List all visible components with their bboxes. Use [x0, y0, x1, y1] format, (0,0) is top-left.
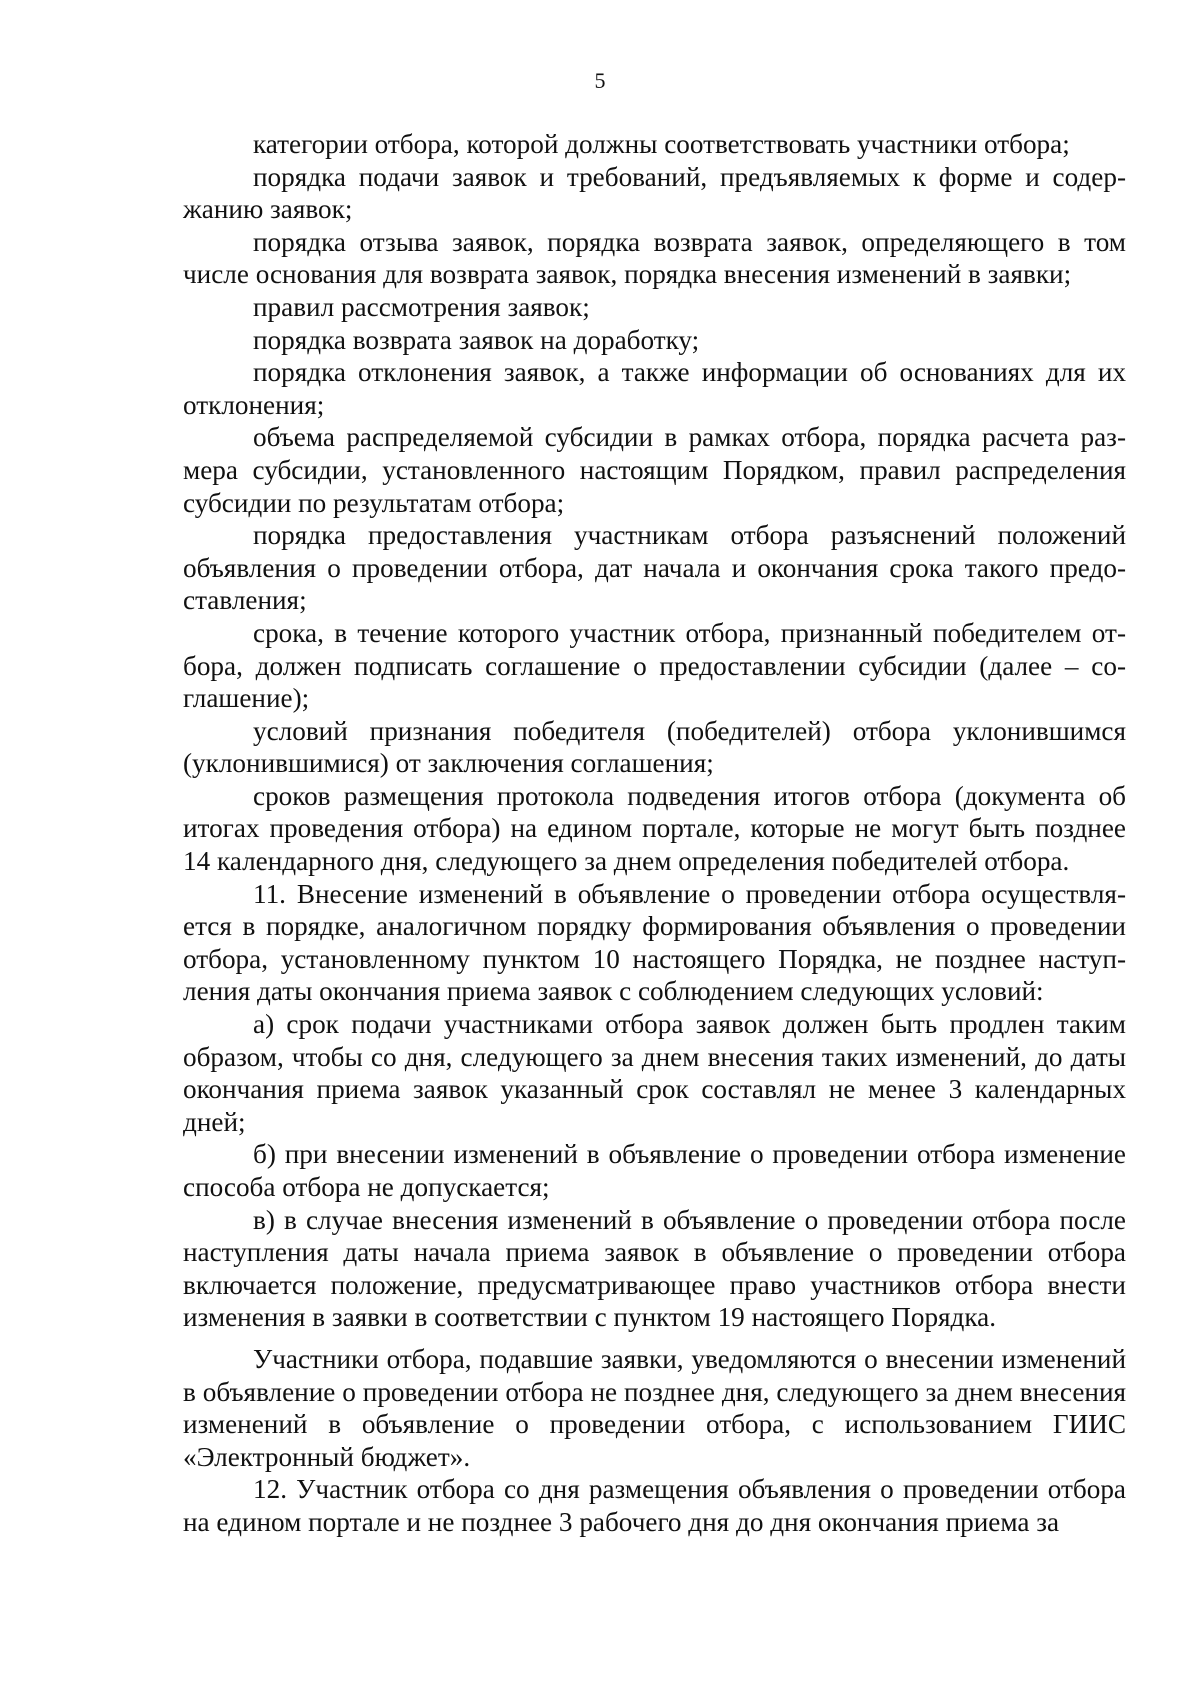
paragraph: порядка отклонения заявок, а также информации об основаниях для их отклонения; — [183, 357, 1126, 420]
paragraph: в) в случае внесения изменений в объявление о проведении отбора после наступления даты начала приема заявок в объявление о проведении отбора включается положение, предусматривающее право участников отбора внести изменения в заявки в соответствии с пунктом 19 настоящего Порядка. — [183, 1204, 1126, 1333]
paragraph-section-11: 11. Внесение изменений в объявление о проведении отбора осуществляется в порядке, аналогичном порядку формирования объявления о проведении отбора, установленному пунктом 10 настоящего Порядка, не позднее наступления даты окончания приема заявок с соблюдением следующих условий: — [183, 878, 1126, 1007]
paragraph: Участники отбора, подавшие заявки, уведомляются о внесении изменений в объявление о проведении отбора не позднее дня, следующего за днем внесения изменений в объявление о проведении отбора, с использованием ГИИС «Электронный бюджет». — [183, 1343, 1126, 1472]
paragraph: порядка предоставления участникам отбора разъяснений положений объявления о проведении отбора, дат начала и окончания срока такого предоставления; — [183, 520, 1126, 616]
paragraph: порядка отзыва заявок, порядка возврата заявок, определяющего в том числе основания для возврата заявок, порядка внесения изменений в заявки; — [183, 226, 1126, 290]
paragraph: порядка подачи заявок и требований, предъявляемых к форме и содержанию заявок; — [183, 161, 1126, 225]
paragraph: сроков размещения протокола подведения итогов отбора (документа об итогах проведения отбора) на едином портале, которые не могут быть позднее 14 календарного дня, следующего за днем определения победителей отбора. — [183, 780, 1126, 877]
paragraph: а) срок подачи участниками отбора заявок должен быть продлен таким образом, чтобы со дня, следующего за днем внесения таких изменений, до даты окончания приема заявок указанный срок составлял не менее 3 календарных дней; — [183, 1009, 1126, 1137]
paragraph: объема распределяемой субсидии в рамках отбора, порядка расчета размера субсидии, установленного настоящим Порядком, правил распределения субсидии по результатам отбора; — [183, 422, 1126, 518]
document-body — [183, 128, 1126, 1539]
paragraph: условий признания победителя (победителей) отбора уклонившимся (уклонившимися) от заключения соглашения; — [183, 715, 1126, 779]
page-number: 5 — [594, 68, 606, 93]
paragraph: б) при внесении изменений в объявление о проведении отбора изменение способа отбора не допускается; — [183, 1139, 1126, 1202]
paragraph: срока, в течение которого участник отбора, признанный победителем отбора, должен подписать соглашение о предоставлении субсидии (далее – соглашение); — [183, 617, 1126, 714]
paragraph-section-12: 12. Участник отбора со дня размещения объявления о проведении отбора на едином портале и не позднее 3 рабочего дня до дня окончания приема за — [183, 1474, 1126, 1537]
paragraph: правил рассмотрения заявок; — [253, 291, 590, 322]
paragraph: категории отбора, которой должны соответствовать участники отбора; — [253, 129, 1070, 159]
paragraph: порядка возврата заявок на доработку; — [253, 324, 700, 355]
